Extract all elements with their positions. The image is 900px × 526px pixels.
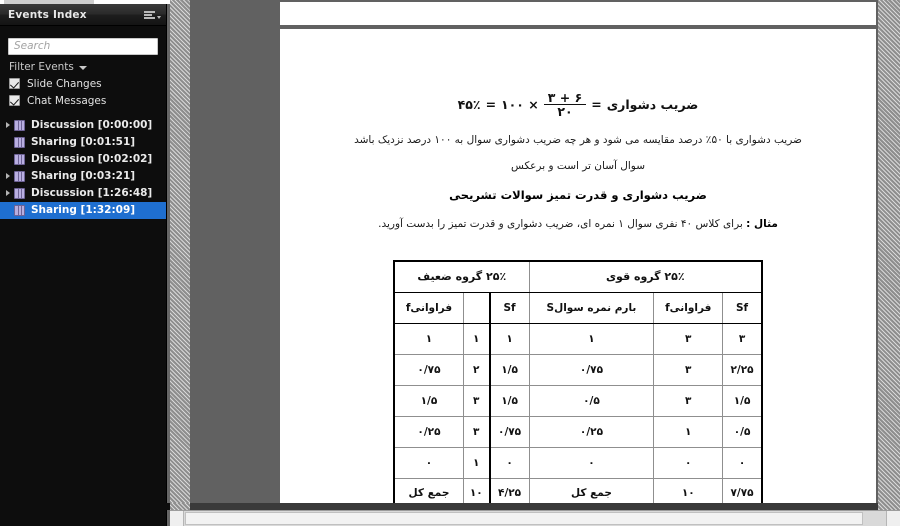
cell: ۱ xyxy=(654,416,723,447)
list-item[interactable] xyxy=(0,168,166,185)
cell: ۰/۲۵ xyxy=(529,416,654,447)
events-index-panel xyxy=(0,4,167,526)
list-item[interactable] xyxy=(0,134,166,151)
cell: ۳ xyxy=(463,416,489,447)
slide-icon xyxy=(14,154,25,165)
formula-equals-1: = xyxy=(591,97,602,113)
example-text: برای کلاس ۴۰ نفری سوال ۱ نمره ای، ضریب دشواری و قدرت تمیز را بدست آورید. xyxy=(378,218,743,230)
slide-icon xyxy=(14,188,25,199)
cell: ۱ xyxy=(490,323,529,354)
cell: ۳ xyxy=(654,323,723,354)
checkbox-slide-changes[interactable] xyxy=(0,73,166,90)
grades-table-wrapper xyxy=(280,260,876,503)
splitter-footer-strip[interactable] xyxy=(170,503,190,510)
slide-icon xyxy=(14,137,25,148)
table-column-header-row xyxy=(394,292,762,323)
cell: ۳ xyxy=(463,385,489,416)
scrollbar-left-arrow[interactable] xyxy=(170,511,184,526)
cell: ۱/۵ xyxy=(723,385,762,416)
event-label: Discussion [0:00:00] xyxy=(31,119,153,131)
cell: ۰/۷۵ xyxy=(490,416,529,447)
hamburger-menu-icon[interactable] xyxy=(144,9,160,21)
cell: ۰/۷۵ xyxy=(529,354,654,385)
panel-title: Events Index xyxy=(8,8,87,21)
cell: ۱/۵ xyxy=(490,385,529,416)
slide-icon xyxy=(14,171,25,182)
cell: ۱۰ xyxy=(463,478,489,503)
cell: ۴/۲۵ xyxy=(490,478,529,503)
cell: ۰ xyxy=(529,447,654,478)
formula-numerator: ۶ + ۳ xyxy=(544,91,586,105)
cell: ۱ xyxy=(463,323,489,354)
paragraph-1: ضریب دشواری با ۵۰٪ درصد مقایسه می شود و هر چه ضریب دشواری سوال به ۱۰۰ درصد نزدیک باشد xyxy=(354,134,802,147)
slide-page xyxy=(280,29,876,503)
slide-content xyxy=(280,91,876,503)
cell: ۰ xyxy=(654,447,723,478)
checkbox-label: Slide Changes xyxy=(27,77,102,90)
col-header-strong-score: بارم نمره سوالS xyxy=(529,292,654,323)
chevron-down-icon xyxy=(157,16,161,19)
cell: ۰/۷۵ xyxy=(394,354,463,385)
cell: ۱۰ xyxy=(654,478,723,503)
cell: ۲/۲۵ xyxy=(723,354,762,385)
example-line xyxy=(280,218,876,230)
section-heading: ضریب دشواری و قدرت تمیز سوالات تشریحی xyxy=(449,188,707,202)
panel-header xyxy=(0,4,166,26)
search-wrapper xyxy=(0,26,166,55)
search-input[interactable] xyxy=(8,38,158,55)
cell: ۱ xyxy=(529,323,654,354)
expand-arrow-icon[interactable] xyxy=(2,190,14,196)
cell: ۳ xyxy=(723,323,762,354)
table-row xyxy=(394,416,762,447)
cell: جمع کل xyxy=(529,478,654,503)
slide-icon xyxy=(14,120,25,131)
scrollbar-right-arrow[interactable] xyxy=(886,511,900,526)
menu-bars-icon xyxy=(144,11,155,19)
table-row xyxy=(394,354,762,385)
filter-events-label: Filter Events xyxy=(9,60,74,73)
table-row xyxy=(394,323,762,354)
event-label: Sharing [0:03:21] xyxy=(31,170,136,182)
cell: ۰/۵ xyxy=(723,416,762,447)
filter-events-dropdown[interactable] xyxy=(0,55,166,73)
expand-arrow-icon[interactable] xyxy=(2,173,14,179)
example-label: مثال : xyxy=(746,218,778,230)
group-header-weak: ۲۵٪ گروه ضعیف xyxy=(394,261,529,292)
chevron-down-icon xyxy=(79,66,87,70)
col-header-weak-sf: Sf xyxy=(490,292,529,323)
col-header-strong-sf: Sf xyxy=(723,292,762,323)
table-group-header-row xyxy=(394,261,762,292)
event-label: Sharing [1:32:09] xyxy=(31,204,136,216)
horizontal-scrollbar[interactable] xyxy=(170,510,900,526)
table-row xyxy=(394,447,762,478)
difficulty-formula xyxy=(280,91,876,118)
cell: ۱/۵ xyxy=(394,385,463,416)
checkbox-chat-messages[interactable] xyxy=(0,90,166,107)
formula-equals-2: = xyxy=(485,97,497,113)
table-row xyxy=(394,385,762,416)
list-item[interactable] xyxy=(0,117,166,134)
slide-viewer-stage xyxy=(190,0,878,526)
event-label: Sharing [0:01:51] xyxy=(31,136,136,148)
list-item[interactable] xyxy=(0,151,166,168)
checkbox-icon[interactable] xyxy=(9,78,20,89)
col-header-weak-freq: فراوانیf xyxy=(394,292,463,323)
cell: ۱ xyxy=(463,447,489,478)
cell: ۳ xyxy=(654,385,723,416)
cell: ۱/۵ xyxy=(490,354,529,385)
formula-denominator: ۲۰ xyxy=(557,104,573,120)
checkbox-label: Chat Messages xyxy=(27,94,107,107)
paragraph-2: سوال آسان تر است و برعکس xyxy=(510,160,646,172)
left-splitter-handle[interactable] xyxy=(170,0,190,526)
formula-multiplier: × ۱۰۰ xyxy=(501,97,539,113)
formula-label: ضریب دشواری xyxy=(606,97,699,113)
col-header-weak-blank xyxy=(463,292,489,323)
cell: ۷/۷۵ xyxy=(723,478,762,503)
formula-fraction xyxy=(544,91,586,118)
event-label: Discussion [0:02:02] xyxy=(31,153,153,165)
cell: ۰ xyxy=(490,447,529,478)
cell: ۱ xyxy=(394,323,463,354)
grades-table xyxy=(393,260,763,503)
panel-body xyxy=(0,26,166,526)
panel-footer-strip xyxy=(0,503,170,510)
table-total-row xyxy=(394,478,762,503)
formula-result: ۴۵٪ xyxy=(457,97,481,113)
scrollbar-thumb[interactable] xyxy=(185,512,863,525)
slide-icon xyxy=(14,205,25,216)
event-label: Discussion [1:26:48] xyxy=(31,187,153,199)
cell: جمع کل xyxy=(394,478,463,503)
right-splitter-handle[interactable] xyxy=(878,0,900,526)
col-header-strong-freq: فراوانیf xyxy=(654,292,723,323)
stage-footer-strip xyxy=(190,503,878,510)
group-header-strong: ۲۵٪ گروه قوی xyxy=(529,261,762,292)
events-list xyxy=(0,117,166,219)
list-item[interactable] xyxy=(0,185,166,202)
previous-page-sliver xyxy=(280,2,876,25)
expand-arrow-icon[interactable] xyxy=(2,122,14,128)
checkbox-icon[interactable] xyxy=(9,95,20,106)
cell: ۰ xyxy=(394,447,463,478)
cell: ۰ xyxy=(723,447,762,478)
cell: ۰/۵ xyxy=(529,385,654,416)
list-item-selected[interactable] xyxy=(0,202,166,219)
cell: ۳ xyxy=(654,354,723,385)
cell: ۲ xyxy=(463,354,489,385)
cell: ۰/۲۵ xyxy=(394,416,463,447)
